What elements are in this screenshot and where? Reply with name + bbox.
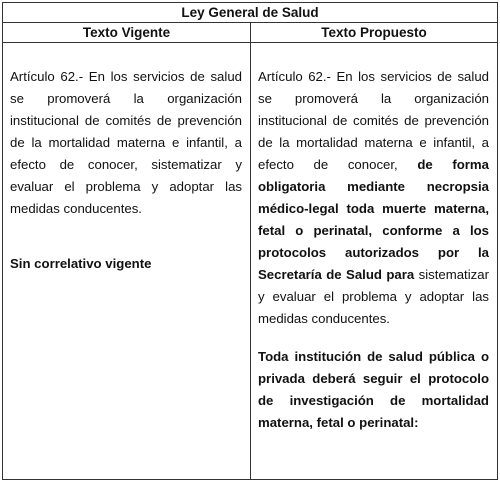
column-header-current-text: Texto Vigente bbox=[3, 23, 251, 43]
proposed-new-paragraph: Toda institución de salud pública o privada deberá seguir el protocolo de investigación de mortalidad materna, fetal o perinatal: bbox=[258, 349, 489, 430]
proposed-article-62-part1: Artículo 62.- En los servicios de salud se promoverá la organización institucional de comités de prevención de la mortalidad materna e infantil, a efecto de conocer, bbox=[258, 69, 489, 172]
table-title: Ley General de Salud bbox=[3, 3, 498, 23]
proposed-article-62-part2: sistematizar y evaluar el problema y adoptar las medidas conducentes. bbox=[258, 267, 489, 326]
proposed-article-62-bold-insert: de forma obligatoria mediante necropsia médico-legal toda muerte materna, fetal o perinatal, conforme a los protocolos autorizados por la Secretaría de Salud para bbox=[258, 157, 489, 282]
column-header-proposed-text: Texto Propuesto bbox=[251, 23, 498, 43]
comparison-table bbox=[2, 2, 498, 480]
current-text-cell bbox=[3, 43, 251, 480]
current-article-62: Artículo 62.- En los servicios de salud se promoverá la organización institucional de comités de prevención de la mortalidad materna e infantil, a efecto de conocer, sistematizar y evaluar el problema y adoptar las medidas conducentes. bbox=[10, 69, 242, 216]
no-correlative-label: Sin correlativo vigente bbox=[10, 256, 152, 271]
proposed-text-cell bbox=[251, 43, 498, 480]
proposed-article-62 bbox=[258, 66, 489, 330]
